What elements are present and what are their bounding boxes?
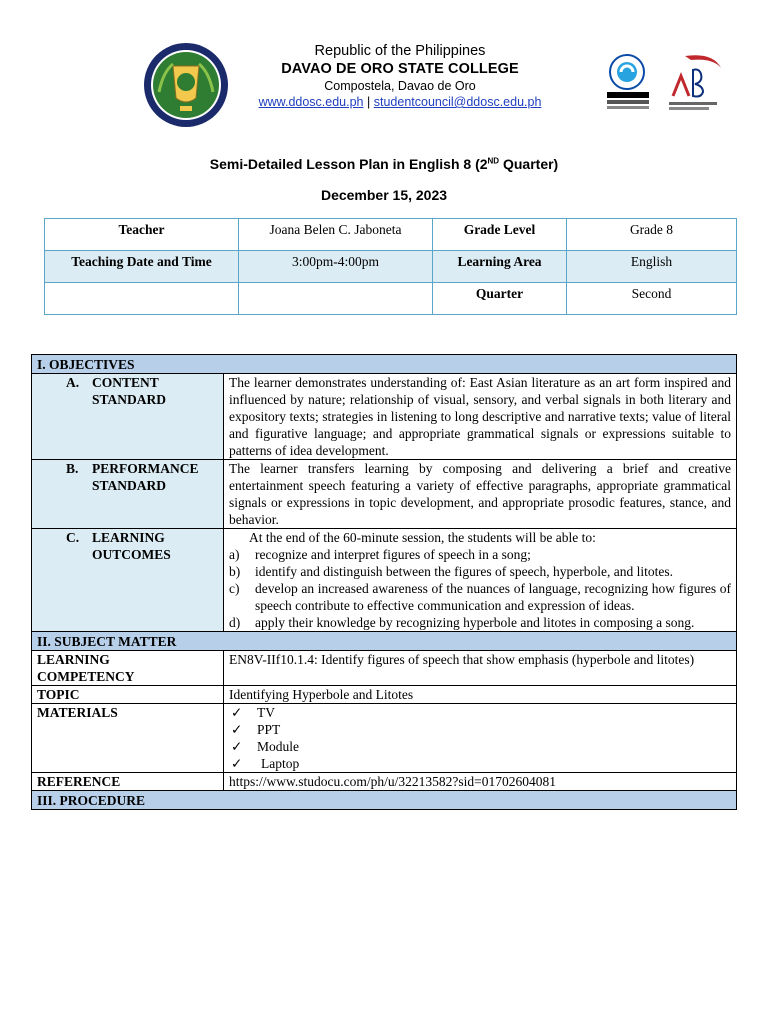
- reference-label: REFERENCE: [32, 773, 224, 791]
- learning-competency-text: EN8V-IIf10.1.4: Identify figures of speech that show emphasis (hyperbole and litotes): [224, 651, 737, 686]
- quarter-value: Second: [567, 283, 737, 315]
- content-standard-text: The learner demonstrates understanding of: East Asian literature as an art form inspired and influenced by nature; relationship of visual, sensory, and verbal signals in both literary and expository texts; strategies in listening to long descriptive and narrative texts; value of literal and figurative language; and appropriate grammatical signals or expressions suitable to patterns of idea development.: [224, 374, 737, 460]
- info-table: [44, 218, 737, 315]
- superscript: ND: [487, 156, 500, 166]
- republic-line: Republic of the Philippines: [314, 43, 486, 59]
- section-header-row: [32, 632, 737, 651]
- section-header-row: [32, 355, 737, 374]
- quarter-label: Quarter: [433, 283, 567, 315]
- letterhead: [0, 0, 768, 130]
- table-row: [32, 686, 737, 704]
- section-header-row: [32, 791, 737, 810]
- list-item: ✓ TV: [231, 705, 275, 720]
- learning-competency-label: LEARNING COMPETENCY: [32, 651, 224, 686]
- procedure-heading: III. PROCEDURE: [32, 791, 737, 810]
- learning-area-label: Learning Area: [433, 251, 567, 283]
- table-row: [32, 374, 737, 460]
- link-separator: |: [367, 95, 371, 109]
- teacher-value: Joana Belen C. Jaboneta: [239, 219, 433, 251]
- teacher-label: Teacher: [45, 219, 239, 251]
- list-item: ✓ Module: [231, 739, 299, 754]
- content-standard-label: A. CONTENT STANDARD: [32, 374, 224, 460]
- performance-standard-label: B. PERFORMANCE STANDARD: [32, 460, 224, 529]
- teaching-time-label: Teaching Date and Time: [45, 251, 239, 283]
- objectives-heading: I. OBJECTIVES: [32, 355, 737, 374]
- outcomes-intro: At the end of the 60-minute session, the students will be able to:: [249, 530, 596, 545]
- list-item: ✓ PPT: [231, 722, 281, 737]
- topic-label: TOPIC: [32, 686, 224, 704]
- subject-matter-heading: II. SUBJECT MATTER: [32, 632, 737, 651]
- grade-level-value: Grade 8: [567, 219, 737, 251]
- info-row: [45, 219, 737, 251]
- list-item: d) apply their knowledge by recognizing hyperbole and litotes in composing a song.: [229, 615, 695, 630]
- checkmark-icon: ✓: [231, 705, 243, 720]
- empty-cell: [239, 283, 433, 315]
- checkmark-icon: ✓: [231, 722, 243, 737]
- lesson-plan-table: [31, 354, 737, 810]
- certification-logos: [603, 48, 728, 120]
- materials-label: MATERIALS: [32, 704, 224, 773]
- lesson-plan-title: Semi-Detailed Lesson Plan in English 8 (2ND Quarter): [209, 156, 559, 172]
- materials-list-cell: [224, 704, 737, 773]
- empty-cell: [45, 283, 239, 315]
- table-row: [32, 704, 737, 773]
- list-item: ✓ Laptop: [231, 756, 300, 771]
- info-row: [45, 283, 737, 315]
- college-address: Compostela, Davao de Oro: [324, 79, 476, 93]
- checkmark-icon: ✓: [231, 756, 243, 771]
- materials-list: [229, 704, 731, 772]
- email-link[interactable]: studentcouncil@ddosc.edu.ph: [373, 95, 542, 109]
- website-link[interactable]: www.ddosc.edu.ph: [258, 95, 364, 109]
- college-seal-logo: [143, 42, 229, 128]
- table-row: [32, 773, 737, 791]
- checkmark-icon: ✓: [231, 739, 243, 754]
- learning-area-value: English: [567, 251, 737, 283]
- list-item: c) develop an increased awareness of the nuances of language, recognizing how figures of speech contribute to effective communication and expression of ideas.: [229, 581, 732, 613]
- topic-text: Identifying Hyperbole and Litotes: [224, 686, 737, 704]
- performance-standard-text: The learner transfers learning by composing and delivering a brief and creative entertainment speech featuring a variety of effective paragraphs, appropriate grammatical signals or expressions in topic development, and appropriate prosodic features, stance, and behavior.: [224, 460, 737, 529]
- table-row: [32, 529, 737, 632]
- info-row: [45, 251, 737, 283]
- list-item: b) identify and distinguish between the figures of speech, hyperbole, and litotes.: [229, 564, 674, 579]
- reference-link[interactable]: https://www.studocu.com/ph/u/32213582?sid=01702604081: [224, 773, 737, 791]
- lesson-date: December 15, 2023: [320, 187, 448, 203]
- outcomes-list: [229, 546, 731, 631]
- list-item: a) recognize and interpret figures of speech in a song;: [229, 547, 531, 562]
- college-name: DAVAO DE ORO STATE COLLEGE: [281, 61, 519, 77]
- teaching-time-value: 3:00pm-4:00pm: [239, 251, 433, 283]
- learning-outcomes-text: [224, 529, 737, 632]
- table-row: [32, 651, 737, 686]
- grade-level-label: Grade Level: [433, 219, 567, 251]
- table-row: [32, 460, 737, 529]
- learning-outcomes-label: C. LEARNING OUTCOMES: [32, 529, 224, 632]
